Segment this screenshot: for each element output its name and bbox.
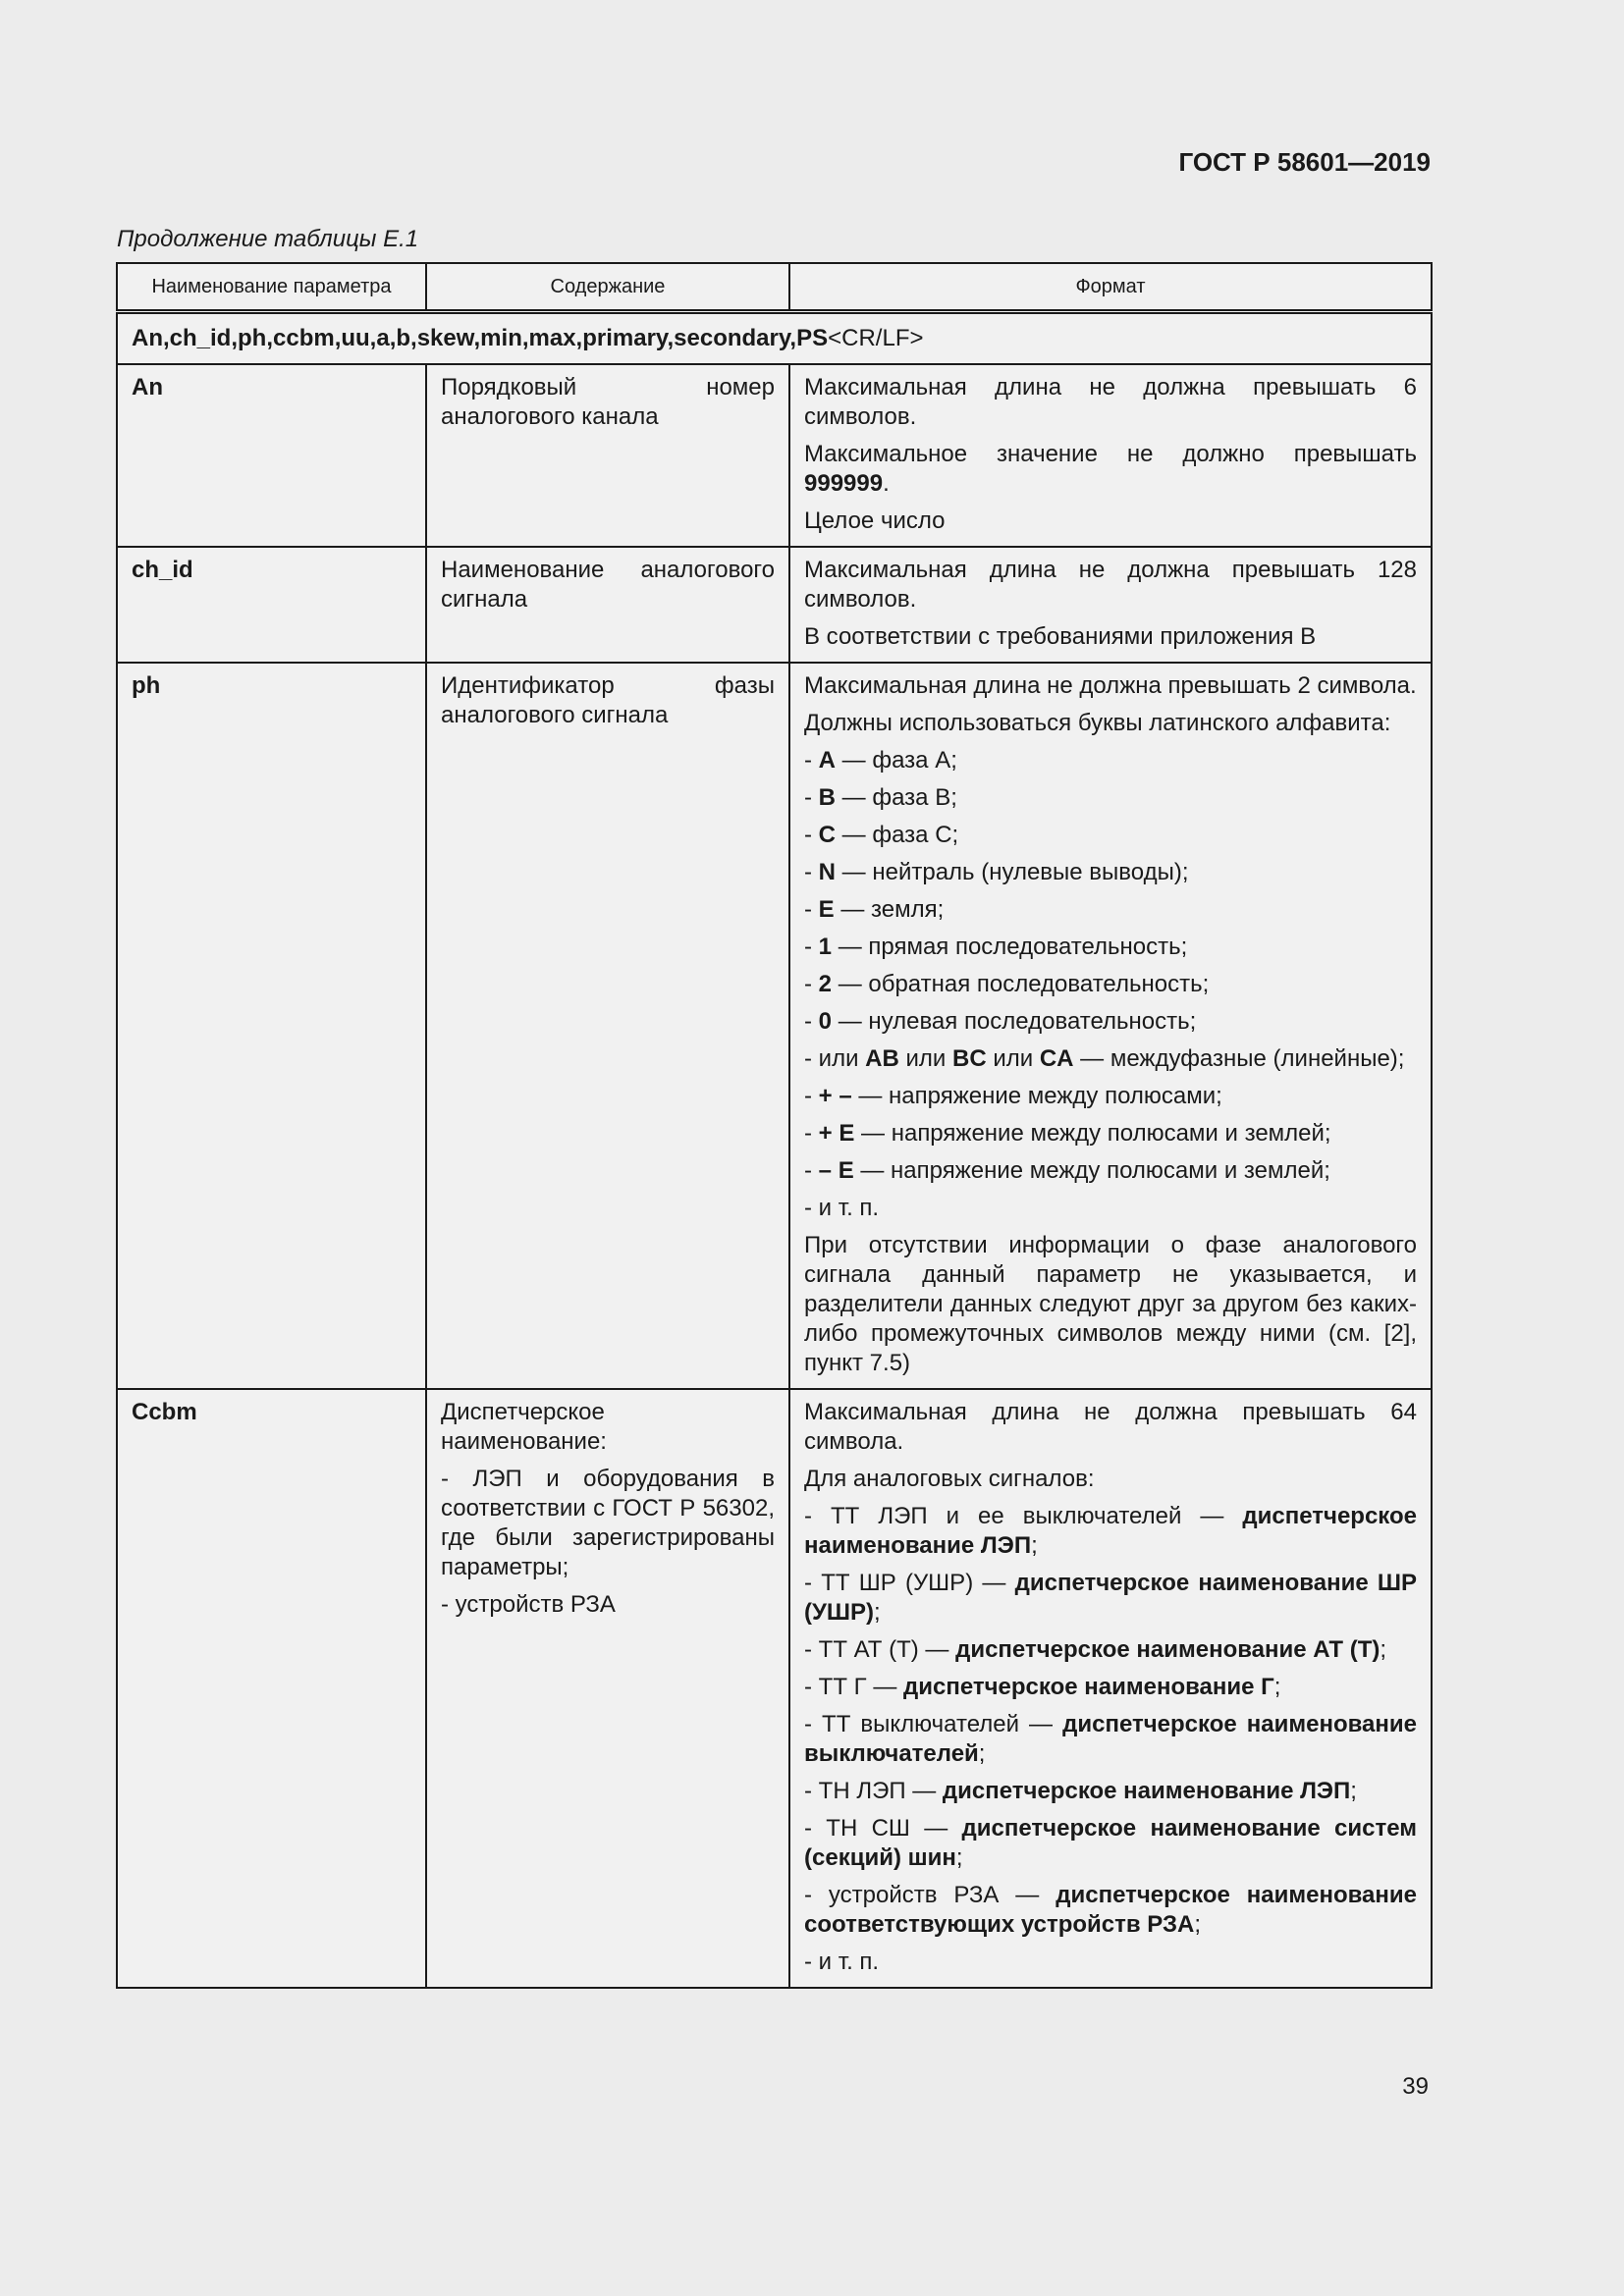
format-text-bold: – E [818,1157,854,1184]
page-number: 39 [1402,2073,1429,2100]
format-text: - или [804,1045,866,1072]
table-row [117,547,1432,663]
format-text-bold: B [818,784,837,811]
format-text: ; [1194,1911,1202,1938]
format-text: - [804,971,819,997]
format-text-bold: 1 [818,934,833,960]
parameter-content [426,547,789,663]
format-text: ; [955,1844,963,1871]
parameter-name: ch_id [117,547,426,663]
parameter-name: Ccbm [117,1389,426,1988]
format-text: - ТТ АТ (Т) — [804,1636,956,1663]
format-text: - [804,747,819,774]
format-text-bold: 999999 [804,470,884,497]
format-text: ; [1350,1778,1357,1804]
format-text: Максимальная длина не должна превышать 2 символа. [804,672,1417,699]
format-paragraph [804,1502,1417,1561]
parameter-format [789,547,1432,663]
format-paragraph [804,1635,1417,1665]
format-text-bold: диспетчерское наименование соответствующих устройств РЗА [804,1882,1418,1938]
format-paragraph [804,709,1417,738]
format-text: - устройств РЗА — [804,1882,1056,1908]
column-header: Формат [789,263,1432,312]
format-text: - [804,822,819,848]
format-paragraph [804,895,1417,925]
format-text-bold: диспетчерское наименование систем (секций) шин [804,1815,1417,1871]
format-paragraph [804,1881,1417,1940]
format-text: — нулевая последовательность; [832,1008,1197,1035]
parameter-format [789,663,1432,1389]
format-paragraph [804,1777,1417,1806]
format-text: Максимальная длина не должна превышать 128 символов. [804,557,1417,613]
content-paragraph: - устройств РЗА [441,1591,616,1618]
parameter-format [789,364,1432,547]
format-paragraph [804,1948,1417,1977]
format-text: . [883,470,890,497]
content-paragraph: Диспетчерское наименование: [441,1399,607,1455]
format-text-bold: диспетчерское наименование ШР (УШР) [804,1570,1418,1626]
content-paragraph: Идентификатор фазы аналогового сигнала [441,672,775,728]
format-text: — напряжение между полюсами; [851,1083,1222,1109]
table-header-row [117,263,1432,312]
record-terminator: <CR/LF> [828,325,924,351]
parameter-name: An [117,364,426,547]
format-paragraph [804,507,1417,536]
table-caption: Продолжение таблицы Е.1 [117,226,419,252]
format-text: - [804,1083,819,1109]
format-text: — напряжение между полюсами и землей; [853,1157,1330,1184]
format-text: - ТТ ЛЭП и ее выключателей — [804,1503,1243,1529]
format-text: - и т. п. [804,1949,880,1975]
format-paragraph [804,1569,1417,1628]
format-text: - ТН ЛЭП — [804,1778,943,1804]
format-paragraph [804,970,1417,999]
format-paragraph [804,783,1417,813]
format-text: ; [1031,1532,1038,1559]
format-text: - ТТ Г — [804,1674,903,1700]
format-paragraph [804,671,1417,701]
format-text: — фаза С; [836,822,959,848]
format-paragraph [804,1044,1417,1074]
content-paragraph: - ЛЭП и оборудования в соответствии с ГОСТ Р 56302, где были зарегистрированы параметры; [441,1466,775,1580]
format-text-bold: + – [818,1083,852,1109]
parameters-table [116,262,1433,1989]
format-text: ; [978,1740,986,1767]
parameter-format [789,1389,1432,1988]
format-text: - [804,784,819,811]
format-text: — напряжение между полюсами и землей; [854,1120,1331,1147]
format-paragraph [804,746,1417,775]
format-text-bold: 2 [818,971,833,997]
format-text: Для аналоговых сигналов: [804,1466,1095,1492]
format-text-bold: + E [818,1120,855,1147]
format-text-bold: CA [1039,1045,1074,1072]
format-paragraph [804,1156,1417,1186]
format-paragraph [804,1710,1417,1769]
format-text: — междуфазные (линейные); [1073,1045,1405,1072]
format-text: - [804,934,819,960]
column-header: Наименование параметра [117,263,426,312]
format-paragraph [804,622,1417,652]
format-text-bold: C [818,822,837,848]
format-text: Максимальное значение не должно превышать [804,441,1417,467]
table-row [117,663,1432,1389]
format-text-bold: N [818,859,837,885]
format-paragraph [804,1082,1417,1111]
record-format-row [117,312,1432,365]
format-text: ; [1380,1636,1387,1663]
content-paragraph: Порядковый номер аналогового канала [441,374,775,430]
format-text: — обратная последовательность; [832,971,1210,997]
format-paragraph [804,1814,1417,1873]
format-text: — фаза А; [836,747,957,774]
table-row [117,364,1432,547]
format-text: — прямая последовательность; [832,934,1188,960]
parameter-content [426,663,789,1389]
content-paragraph: Наименование аналогового сигнала [441,557,775,613]
format-text: ; [1273,1674,1281,1700]
table-row [117,1389,1432,1988]
format-text-bold: диспетчерское наименование выключателей [804,1711,1418,1767]
format-text-bold: диспетчерское наименование ЛЭП [942,1778,1351,1804]
format-text: — земля; [834,896,945,923]
format-paragraph [804,933,1417,962]
format-text: - [804,1008,819,1035]
format-text-bold: A [818,747,837,774]
format-text-bold: AB [865,1045,899,1072]
column-header: Содержание [426,263,789,312]
record-fields: An,ch_id,ph,ccbm,uu,a,b,skew,min,max,primary,secondary,PS [132,325,829,351]
format-paragraph [804,440,1417,499]
format-text-bold: диспетчерское наименование ЛЭП [804,1503,1417,1559]
format-text: - [804,1157,819,1184]
format-text: — нейтраль (нулевые выводы); [836,859,1189,885]
format-paragraph [804,1398,1417,1457]
parameter-content [426,364,789,547]
format-text: - [804,1120,819,1147]
format-paragraph [804,556,1417,614]
format-text: - [804,859,819,885]
standard-number: ГОСТ Р 58601—2019 [1178,147,1431,177]
format-paragraph [804,1465,1417,1494]
format-text: - ТН СШ — [804,1815,962,1842]
parameter-content [426,1389,789,1988]
format-text: — фаза В; [836,784,957,811]
format-text: Максимальная длина не должна превышать 6 символов. [804,374,1417,430]
format-text-bold: диспетчерское наименование Г [902,1674,1274,1700]
format-paragraph [804,1119,1417,1148]
format-text: - ТТ ШР (УШР) — [804,1570,1015,1596]
record-format [117,312,1432,365]
format-text-bold: BC [951,1045,987,1072]
format-text-bold: E [818,896,835,923]
format-text: - и т. п. [804,1195,880,1221]
format-text: - [804,896,819,923]
format-text: Максимальная длина не должна превышать 64 символа. [804,1399,1417,1455]
format-text: или [898,1045,952,1072]
format-paragraph [804,858,1417,887]
format-text: Целое число [804,507,946,534]
format-text: ; [874,1599,881,1626]
format-paragraph [804,1194,1417,1223]
format-text: При отсутствии информации о фазе аналогового сигнала данный параметр не указывается, и разделители данных следуют друг за другом без каких-либо промежуточных символов между ними (см. [2], пункт 7.5) [804,1232,1417,1376]
format-paragraph [804,821,1417,850]
format-text: Должны использоваться буквы латинского алфавита: [804,710,1391,736]
format-text-bold: диспетчерское наименование АТ (Т) [955,1636,1380,1663]
format-paragraph [804,1231,1417,1378]
format-text: - ТТ выключателей — [804,1711,1063,1737]
format-paragraph [804,1007,1417,1037]
format-text-bold: 0 [818,1008,833,1035]
format-paragraph [804,373,1417,432]
format-paragraph [804,1673,1417,1702]
format-text: В соответствии с требованиями приложения В [804,623,1317,650]
format-text: или [986,1045,1040,1072]
parameter-name: ph [117,663,426,1389]
